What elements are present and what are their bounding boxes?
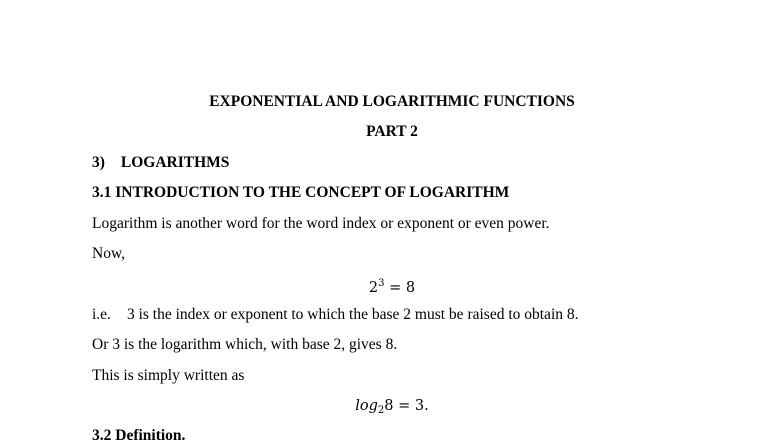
subsection-heading-intro: 3.1 INTRODUCTION TO THE CONCEPT OF LOGARITHM <box>92 184 510 201</box>
section-heading <box>92 153 229 173</box>
paragraph-now: Now, <box>92 245 126 262</box>
paragraph-simply-written: This is simply written as <box>92 367 245 384</box>
equation-log-base: 2 <box>377 405 385 416</box>
equation-log-rest: 8 = 3. <box>384 398 429 414</box>
section-number: 3) <box>92 154 105 171</box>
paragraph-definition-intro: Logarithm is another word for the word index or exponent or even power. <box>92 215 550 232</box>
equation-base: 2 <box>368 280 379 296</box>
ie-text: 3 is the index or exponent to which the base 2 must be raised to obtain 8. <box>126 306 579 323</box>
section-title: LOGARITHMS <box>120 154 230 171</box>
paragraph-or: Or 3 is the logarithm which, with base 2, gives 8. <box>92 336 398 353</box>
equation-power <box>0 274 784 298</box>
document-subtitle: PART 2 <box>366 123 418 140</box>
paragraph-ie <box>92 305 579 325</box>
equation-exponent: 3 <box>378 278 385 289</box>
subsection-heading-definition: 3.2 Definition. <box>92 427 186 444</box>
equation-rhs: = 8 <box>384 280 416 296</box>
equation-log-func: log <box>355 398 378 414</box>
ie-prefix: i.e. <box>92 306 111 323</box>
equation-log <box>0 396 784 421</box>
document-title: EXPONENTIAL AND LOGARITHMIC FUNCTIONS <box>209 93 575 110</box>
